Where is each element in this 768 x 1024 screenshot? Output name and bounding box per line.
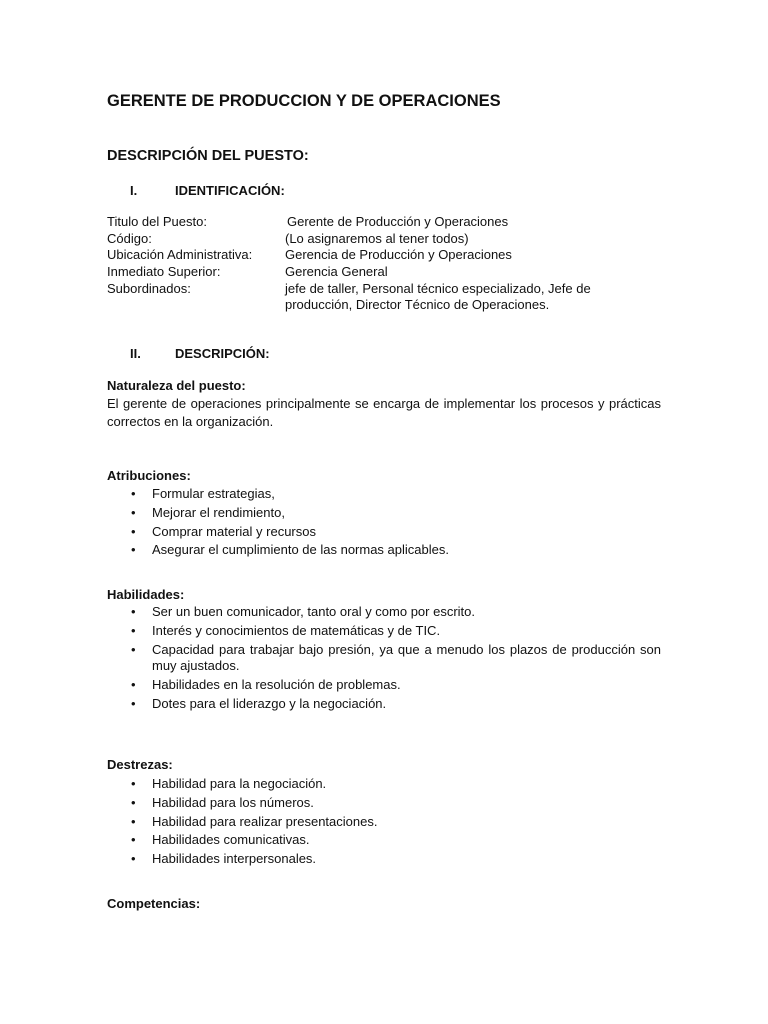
list-item: • Ser un buen comunicador, tanto oral y como por escrito. [131, 604, 476, 619]
list-habilidades [107, 604, 661, 714]
id-value-titulo: Gerente de Producción y Operaciones [287, 214, 509, 229]
bullet-icon: • [131, 641, 136, 657]
section-title-identificacion: IDENTIFICACIÓN: [175, 183, 285, 198]
bullet-icon: • [131, 676, 136, 692]
bullet-icon: • [131, 542, 136, 558]
bullet-icon: • [131, 695, 136, 711]
list-item: • Asegurar el cumplimiento de las normas aplicables. [131, 542, 449, 558]
document-title: GERENTE DE PRODUCCION Y DE OPERACIONES [107, 92, 501, 110]
section-number-1: I. [130, 183, 138, 198]
bullet-icon: • [131, 604, 136, 619]
list-item: • Habilidad para los números. [131, 794, 314, 810]
id-label-superior: Inmediato Superior: [107, 264, 221, 279]
section-number-2: II. [130, 346, 141, 361]
bullet-icon: • [131, 523, 136, 539]
bullet-icon: • [131, 622, 136, 638]
list-item: • Formular estrategias, [131, 486, 275, 501]
list-item: • Mejorar el rendimiento, [131, 504, 285, 520]
bullet-icon: • [131, 813, 136, 829]
id-value-subordinados-line1: jefe de taller, Personal técnico especializado, Jefe de [285, 281, 591, 296]
id-value-ubicacion: Gerencia de Producción y Operaciones [285, 247, 512, 262]
heading-destrezas: Destrezas: [107, 757, 173, 772]
section-title-descripcion: DESCRIPCIÓN: [175, 346, 270, 361]
list-item: • Habilidades interpersonales. [131, 851, 317, 867]
id-label-codigo: Código: [107, 231, 152, 246]
list-item: • Habilidad para realizar presentaciones. [131, 813, 378, 829]
heading-competencias: Competencias: [107, 896, 201, 911]
heading-naturaleza: Naturaleza del puesto: [107, 378, 246, 393]
list-item: • Habilidades comunicativas. [131, 832, 310, 848]
heading-habilidades: Habilidades: [107, 587, 185, 602]
heading-atribuciones: Atribuciones: [107, 468, 191, 483]
id-value-codigo: (Lo asignaremos al tener todos) [285, 231, 469, 246]
bullet-icon: • [131, 851, 136, 867]
paragraph-naturaleza: El gerente de operaciones principalmente se encarga de implementar los procesos y prácticas correctos en la organización. [107, 396, 661, 429]
bullet-icon: • [131, 776, 136, 791]
list-item: • Capacidad para trabajar bajo presión, ya que a menudo los plazos de producción son muy ajustados. [131, 641, 661, 674]
bullet-icon: • [131, 832, 136, 848]
bullet-icon: • [131, 794, 136, 810]
id-label-titulo: Titulo del Puesto: [107, 214, 207, 229]
list-item: • Habilidad para la negociación. [131, 776, 327, 791]
list-destrezas [107, 776, 661, 870]
section-heading-descripcion-puesto: DESCRIPCIÓN DEL PUESTO: [107, 148, 309, 164]
list-item: • Dotes para el liderazgo y la negociación. [131, 695, 387, 711]
list-item: • Interés y conocimientos de matemáticas y de TIC. [131, 622, 441, 638]
id-value-superior: Gerencia General [285, 264, 388, 279]
id-value-subordinados-line2: producción, Director Técnico de Operaciones. [285, 297, 550, 312]
list-item: • Comprar material y recursos [131, 523, 316, 539]
list-atribuciones [107, 486, 661, 561]
id-label-ubicacion: Ubicación Administrativa: [107, 247, 253, 262]
bullet-icon: • [131, 504, 136, 520]
bullet-icon: • [131, 486, 136, 501]
id-label-subordinados: Subordinados: [107, 281, 191, 296]
list-item: • Habilidades en la resolución de problemas. [131, 676, 401, 692]
